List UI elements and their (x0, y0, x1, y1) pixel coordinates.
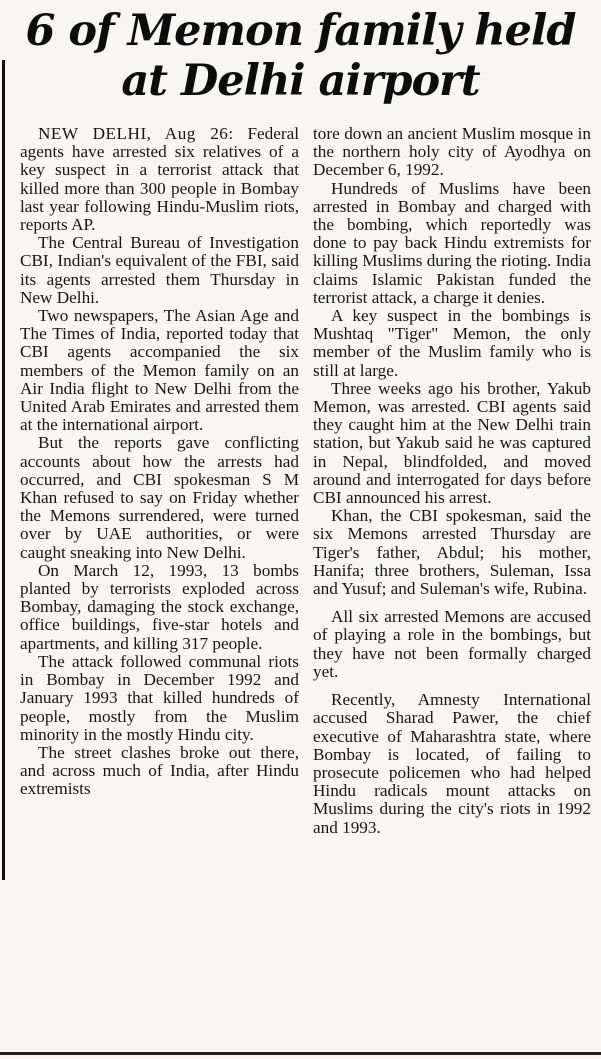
clipping-bottom-border (0, 1052, 601, 1055)
headline-line-2: at Delhi airport (121, 56, 480, 106)
article-paragraph: The attack followed communal riots in Bombay in December 1992 and January 1993 that killed hundreds of people, mostly from the Muslim minority in the mostly Hindu city. (20, 651, 299, 744)
article-paragraph: Three weeks ago his brother, Yakub Memon, was arrested. CBI agents said they caught him at the New Delhi train station, but Yakub said he was captured in Nepal, blindfolded, and moved around and interrogated for days before CBI announced his arrest. (313, 378, 591, 508)
article-paragraph: All six arrested Memons are accused of playing a role in the bombings, but they have not been formally charged yet. (313, 607, 591, 681)
article-column-left (20, 125, 299, 799)
article-paragraph (20, 125, 299, 234)
paragraph-text: Federal agents have arrested six relatives of a key suspect in a terrorist attack that killed more than 300 people in Bombay last year following Hindu-Muslim riots, reports AP. (20, 124, 300, 235)
article-paragraph: A key suspect in the bombings is Mushtaq "Tiger" Memon, the only member of the Muslim family who is still at large. (313, 306, 591, 380)
article-paragraph: But the reports gave conflicting accounts about how the arrests had occurred, and CBI spokesman S M Khan refused to say on Friday whether the Memons surrendered, were turned over by UAE authorities, or were caught sneaking into New Delhi. (20, 433, 299, 562)
article-column-right (313, 125, 591, 837)
article-paragraph: tore down an ancient Muslim mosque in the northern holy city of Ayodhya on December 6, 1992. (313, 124, 591, 180)
article-paragraph: The Central Bureau of Investigation CBI, Indian's equivalent of the FBI, said its agents arrested them Thursday in New Delhi. (20, 233, 299, 307)
dateline: NEW DELHI, Aug 26: (38, 124, 234, 143)
article-paragraph: On March 12, 1993, 13 bombs planted by terrorists exploded across Bombay, damaging the stock exchange, office buildings, five-star hotels and apartments, and killing 317 people. (20, 560, 299, 653)
headline-line-1: 6 of Memon family held (25, 6, 576, 56)
article-paragraph: Hundreds of Muslims have been arrested in Bombay and charged with the bombing, which reportedly was done to pay back Hindu extremists for killing Muslims during the rioting. India claims Islamic Pakistan funded the terrorist attack, a charge it denies. (313, 178, 591, 307)
article-headline (8, 6, 593, 106)
clipping-left-border (2, 60, 5, 880)
article-paragraph: Two newspapers, The Asian Age and The Times of India, reported today that CBI agents accompanied the six members of the Memon family on an Air India flight to New Delhi from the United Arab Emirates and arrested them at the international airport. (20, 306, 299, 435)
article-paragraph: Recently, Amnesty International accused Sharad Pawer, the chief executive of Maharashtra state, where Bombay is located, of failing to prosecute policemen who had helped Hindu radicals mount attacks on Muslims during the city's riots in 1992 and 1993. (313, 690, 591, 837)
article-paragraph: The street clashes broke out there, and across much of India, after Hindu extremists (20, 742, 299, 799)
article-paragraph: Khan, the CBI spokesman, said the six Memons arrested Thursday are Tiger's father, Abdul; his mother, Hanifa; three brothers, Suleman, Issa and Yusuf; and Suleman's wife, Rubina. (313, 506, 591, 599)
